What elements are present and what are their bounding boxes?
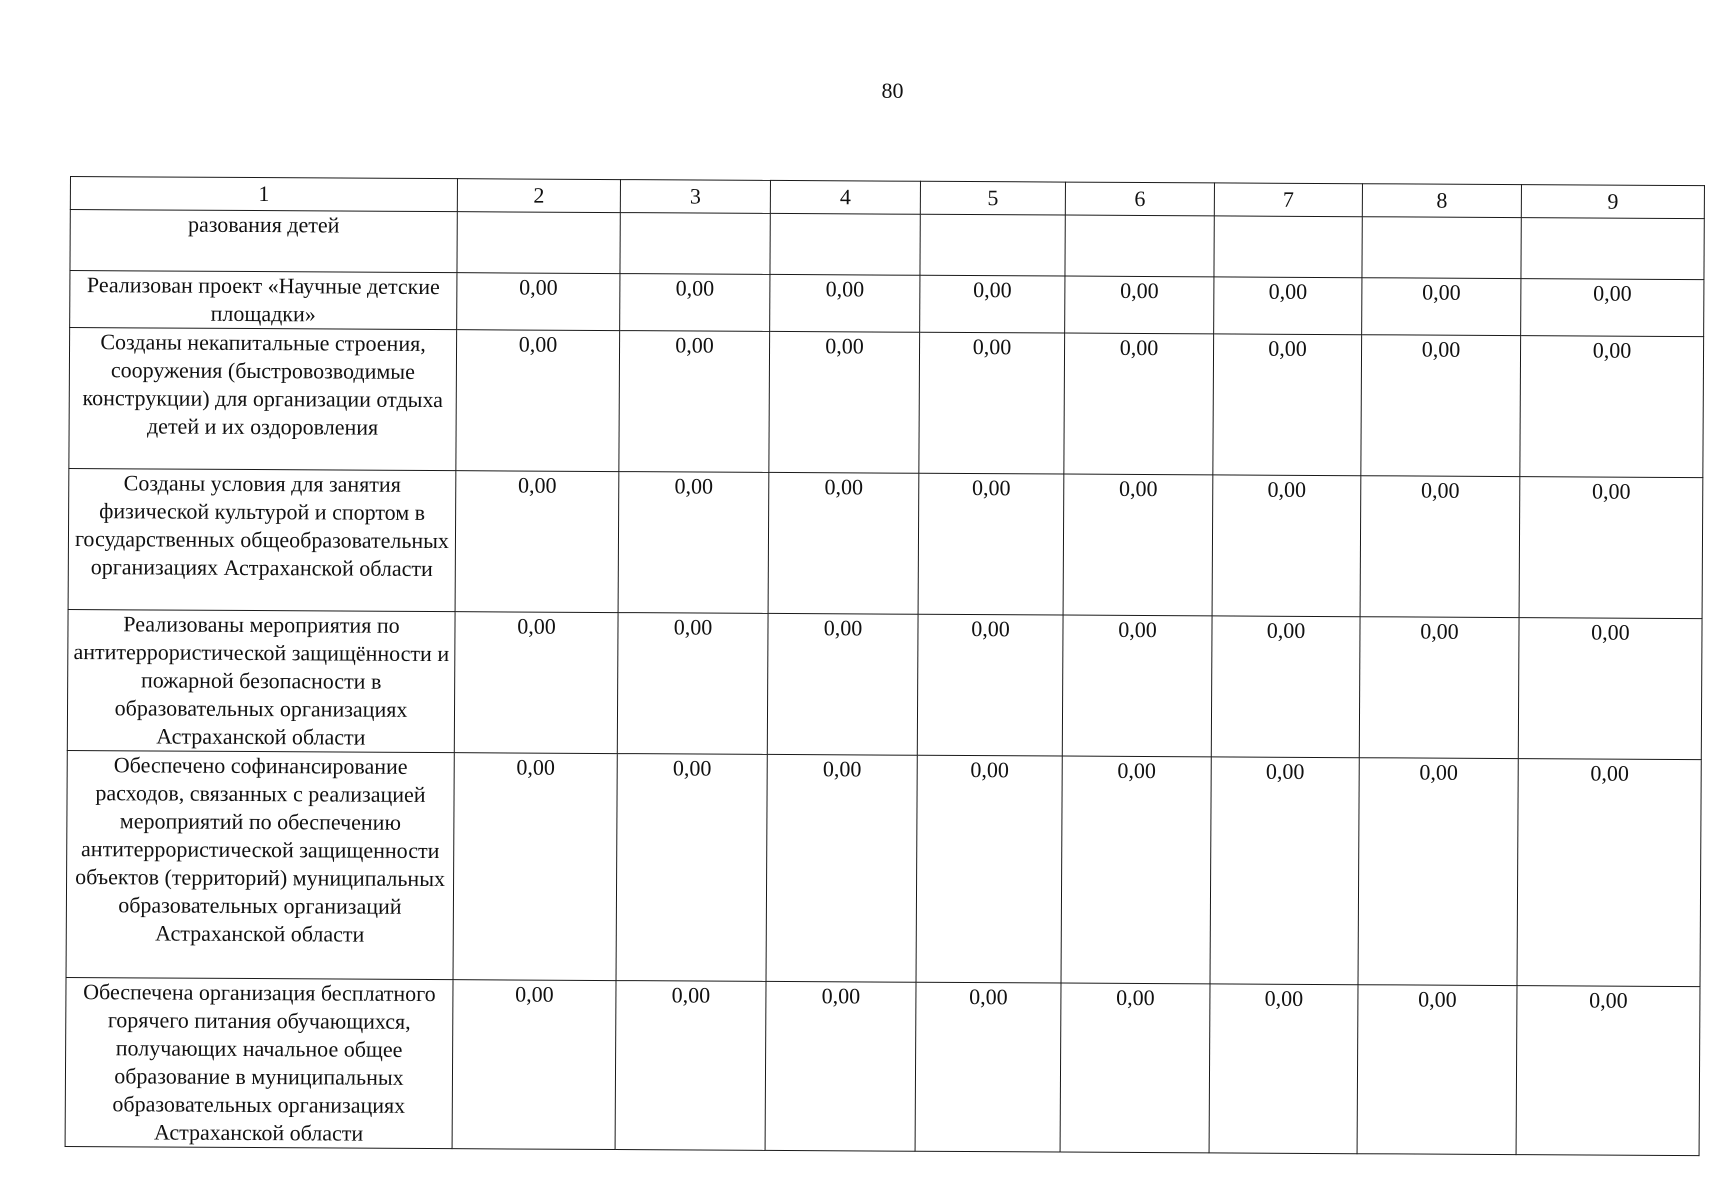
value-cell xyxy=(1065,215,1214,277)
value-cell: 0,00 xyxy=(1065,276,1214,334)
budget-table xyxy=(65,176,1705,1156)
value-cell: 0,00 xyxy=(616,754,767,982)
value-cell: 0,00 xyxy=(917,614,1063,756)
value-cell: 0,00 xyxy=(1062,615,1212,757)
value-cell: 0,00 xyxy=(1064,333,1214,475)
value-cell: 0,00 xyxy=(1517,759,1701,987)
column-header-7: 7 xyxy=(1214,183,1362,217)
value-cell: 0,00 xyxy=(766,754,917,982)
column-header-9: 9 xyxy=(1521,185,1704,219)
value-cell: 0,00 xyxy=(918,473,1064,615)
value-cell: 0,00 xyxy=(456,330,620,472)
table-row xyxy=(67,609,1702,759)
table-row xyxy=(68,468,1703,618)
value-cell: 0,00 xyxy=(919,332,1065,474)
column-header-5: 5 xyxy=(920,181,1065,215)
document-sheet xyxy=(65,176,1704,1156)
value-cell: 0,00 xyxy=(618,472,769,614)
value-cell: 0,00 xyxy=(1060,983,1210,1153)
value-cell: 0,00 xyxy=(765,981,916,1151)
row-label: Созданы некапитальные строения, сооружения (быстровозводимые конструкции) для организации отдыха детей и их оздоровления xyxy=(69,328,457,471)
value-cell: 0,00 xyxy=(1362,278,1521,336)
value-cell xyxy=(770,213,920,275)
value-cell: 0,00 xyxy=(1520,336,1704,478)
value-cell: 0,00 xyxy=(915,982,1061,1152)
row-label: Созданы условия для занятия физической культурой и спортом в государственных общеобразовательных организациях Астраханской области xyxy=(68,468,456,611)
value-cell: 0,00 xyxy=(1212,475,1361,617)
column-header-4: 4 xyxy=(770,180,920,214)
value-cell: 0,00 xyxy=(1361,335,1521,477)
value-cell xyxy=(1214,216,1362,278)
row-label: Реализован проект «Научные детские площадки» xyxy=(70,271,457,330)
value-cell: 0,00 xyxy=(920,275,1065,333)
column-header-3: 3 xyxy=(620,180,770,214)
value-cell: 0,00 xyxy=(1516,986,1700,1156)
value-cell: 0,00 xyxy=(452,980,616,1150)
value-cell: 0,00 xyxy=(1061,756,1211,984)
value-cell: 0,00 xyxy=(1210,757,1359,985)
value-cell: 0,00 xyxy=(454,612,618,754)
value-cell xyxy=(1362,217,1521,279)
table-row xyxy=(65,977,1700,1155)
value-cell xyxy=(1521,218,1704,280)
value-cell: 0,00 xyxy=(1360,476,1520,618)
value-cell: 0,00 xyxy=(1518,618,1702,760)
value-cell: 0,00 xyxy=(1063,474,1213,616)
value-cell: 0,00 xyxy=(453,753,617,981)
page-number: 80 xyxy=(881,78,904,103)
value-cell: 0,00 xyxy=(1357,985,1517,1155)
value-cell: 0,00 xyxy=(1211,616,1360,758)
value-cell: 0,00 xyxy=(916,755,1062,983)
value-cell: 0,00 xyxy=(1209,984,1358,1154)
table-row xyxy=(69,328,1704,478)
value-cell: 0,00 xyxy=(617,613,768,755)
value-cell: 0,00 xyxy=(1359,617,1519,759)
value-cell: 0,00 xyxy=(1213,334,1362,476)
value-cell xyxy=(620,213,770,275)
row-label: разования детей xyxy=(70,210,457,273)
column-header-2: 2 xyxy=(457,179,620,213)
value-cell xyxy=(457,212,620,274)
value-cell: 0,00 xyxy=(1358,758,1518,986)
column-header-1: 1 xyxy=(70,177,457,212)
value-cell xyxy=(920,214,1065,276)
value-cell: 0,00 xyxy=(615,981,766,1151)
value-cell: 0,00 xyxy=(455,471,619,613)
value-cell: 0,00 xyxy=(619,331,770,473)
column-header-8: 8 xyxy=(1362,184,1521,218)
value-cell: 0,00 xyxy=(620,274,770,332)
row-label: Обеспечена организация бесплатного горячего питания обучающихся, получающих начальное общее образование в муниципальных образовательных организациях Астраханской области xyxy=(65,977,453,1148)
column-header-6: 6 xyxy=(1065,182,1214,216)
value-cell: 0,00 xyxy=(767,613,918,755)
table-row xyxy=(70,271,1704,337)
row-label: Обеспечено софинансирование расходов, связанных с реализацией мероприятий по обеспечению антитеррористической защищенности объектов (территорий) муниципальных образовательных организаций Астраханской области xyxy=(66,750,454,979)
value-cell: 0,00 xyxy=(1214,277,1362,335)
table-row xyxy=(66,750,1701,986)
table-row xyxy=(70,210,1704,280)
row-label: Реализованы мероприятия по антитеррористической защищённости и пожарной безопасности в образовательных организациях Астраханской области xyxy=(67,609,455,752)
value-cell: 0,00 xyxy=(1521,279,1704,337)
value-cell: 0,00 xyxy=(770,274,920,332)
value-cell: 0,00 xyxy=(768,472,919,614)
value-cell: 0,00 xyxy=(457,273,620,331)
value-cell: 0,00 xyxy=(769,331,920,473)
value-cell: 0,00 xyxy=(1519,477,1703,619)
